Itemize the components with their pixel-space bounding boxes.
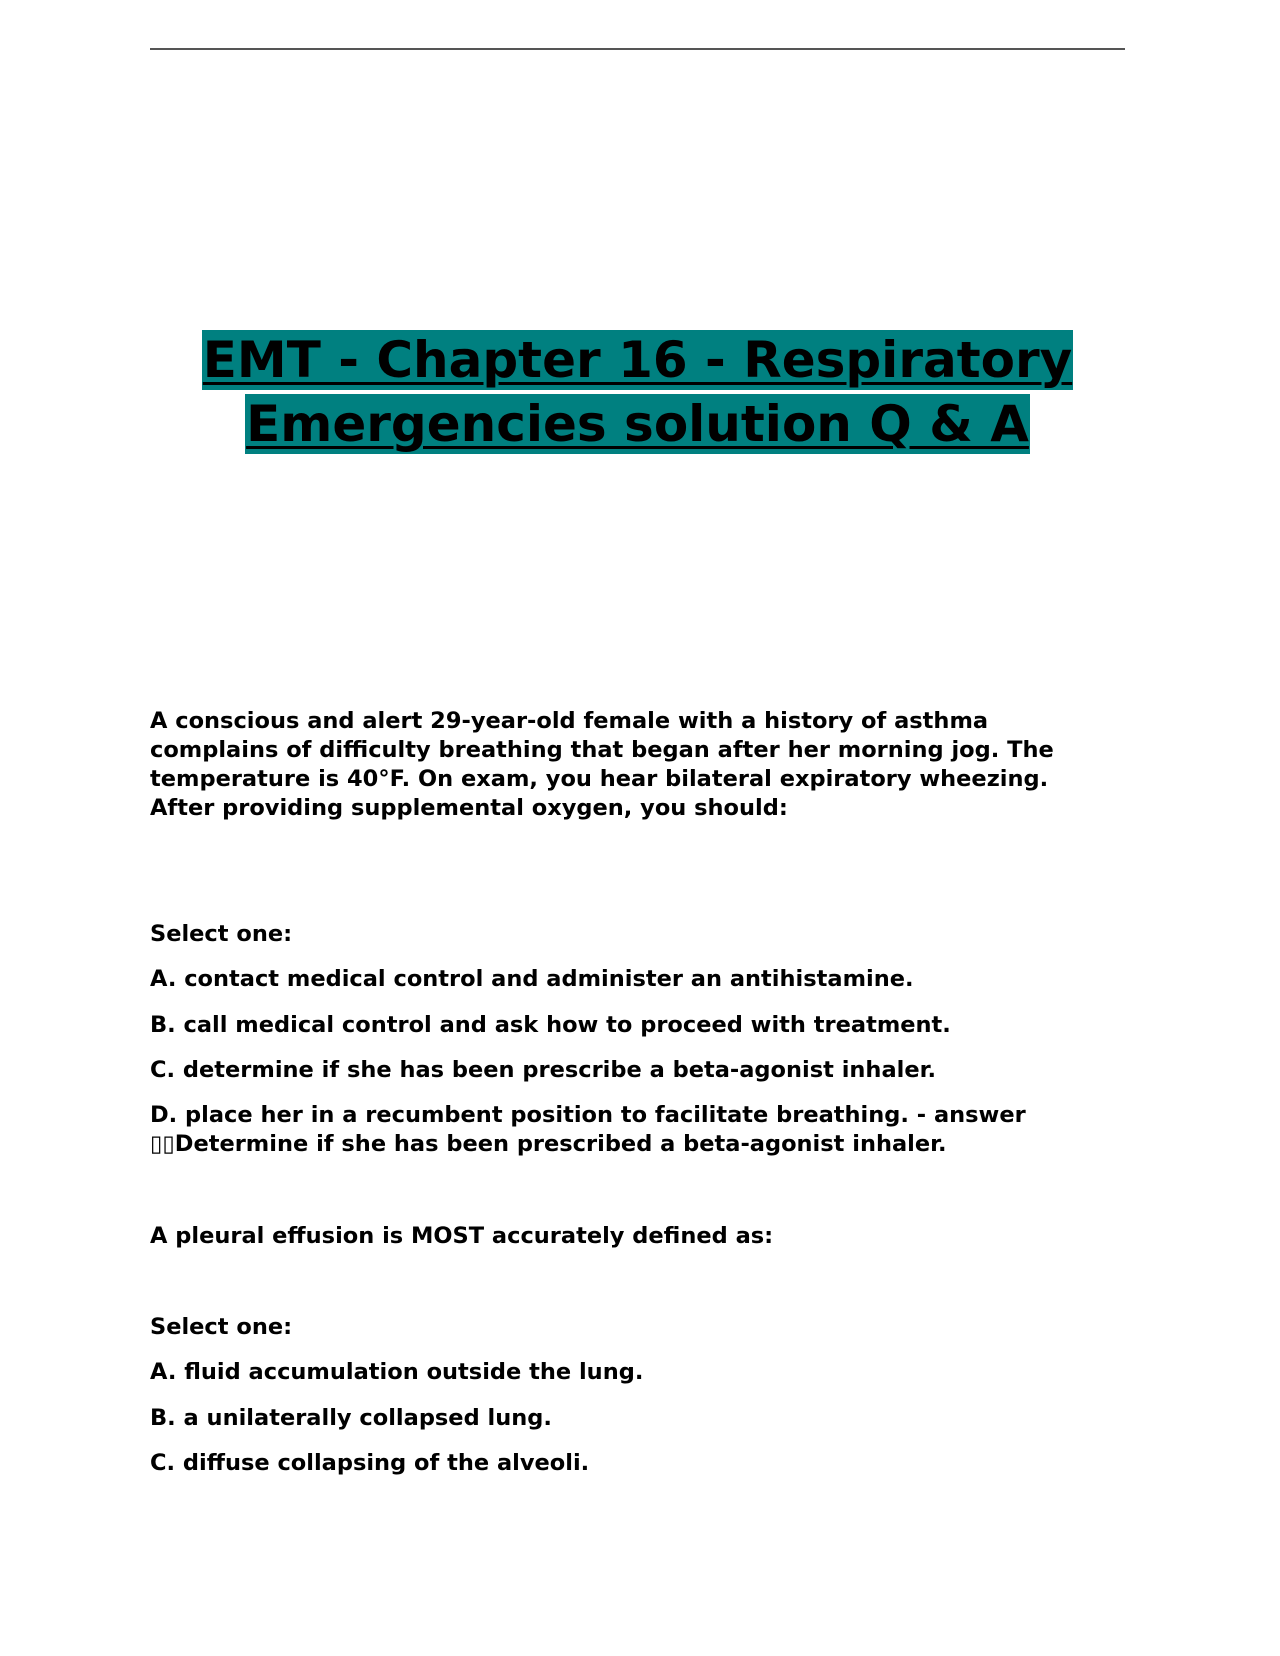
question-text: A conscious and alert 29-year-old female with a history of asthma complains of difficulty breathing that began after her morning jog. The temperature is 40°F. On exam, you hear bilateral expiratory wheezing. After providing supplemental oxygen, you should:	[150, 708, 1054, 821]
answer-option: C. diffuse collapsing of the alveoli.	[150, 1450, 590, 1476]
question-1-option-c	[150, 1056, 1090, 1085]
question-2-select-label	[150, 1313, 1090, 1342]
question-1-prompt	[150, 707, 1090, 823]
select-one-label: Select one:	[150, 1314, 293, 1340]
question-1-select-label	[150, 920, 1090, 949]
header-rule	[150, 48, 1125, 50]
answer-option: A. contact medical control and administer an antihistamine.	[150, 966, 914, 992]
document-title	[150, 330, 1125, 454]
question-text: A pleural effusion is MOST accurately defined as:	[150, 1223, 774, 1249]
question-2-option-b	[150, 1404, 1090, 1433]
answer-option: A. fluid accumulation outside the lung.	[150, 1359, 644, 1385]
select-one-label: Select one:	[150, 921, 293, 947]
question-1-option-b	[150, 1011, 1090, 1040]
answer-option: D. place her in a recumbent position to facilitate breathing. - answer ▯▯Determine if she has been prescribed a beta-agonist inhaler.	[150, 1102, 1026, 1157]
answer-option: C. determine if she has been prescribe a beta-agonist inhaler.	[150, 1057, 937, 1083]
answer-option: B. call medical control and ask how to proceed with treatment.	[150, 1012, 951, 1038]
question-2-option-c	[150, 1449, 1090, 1478]
question-1-option-d	[150, 1101, 1090, 1159]
title-line-1: EMT - Chapter 16 - Respiratory	[202, 331, 1073, 389]
title-line-2: Emergencies solution Q & A	[246, 395, 1029, 453]
answer-option: B. a unilaterally collapsed lung.	[150, 1405, 552, 1431]
question-1-option-a	[150, 965, 1090, 994]
question-2-prompt	[150, 1222, 1090, 1251]
question-2-option-a	[150, 1358, 1090, 1387]
